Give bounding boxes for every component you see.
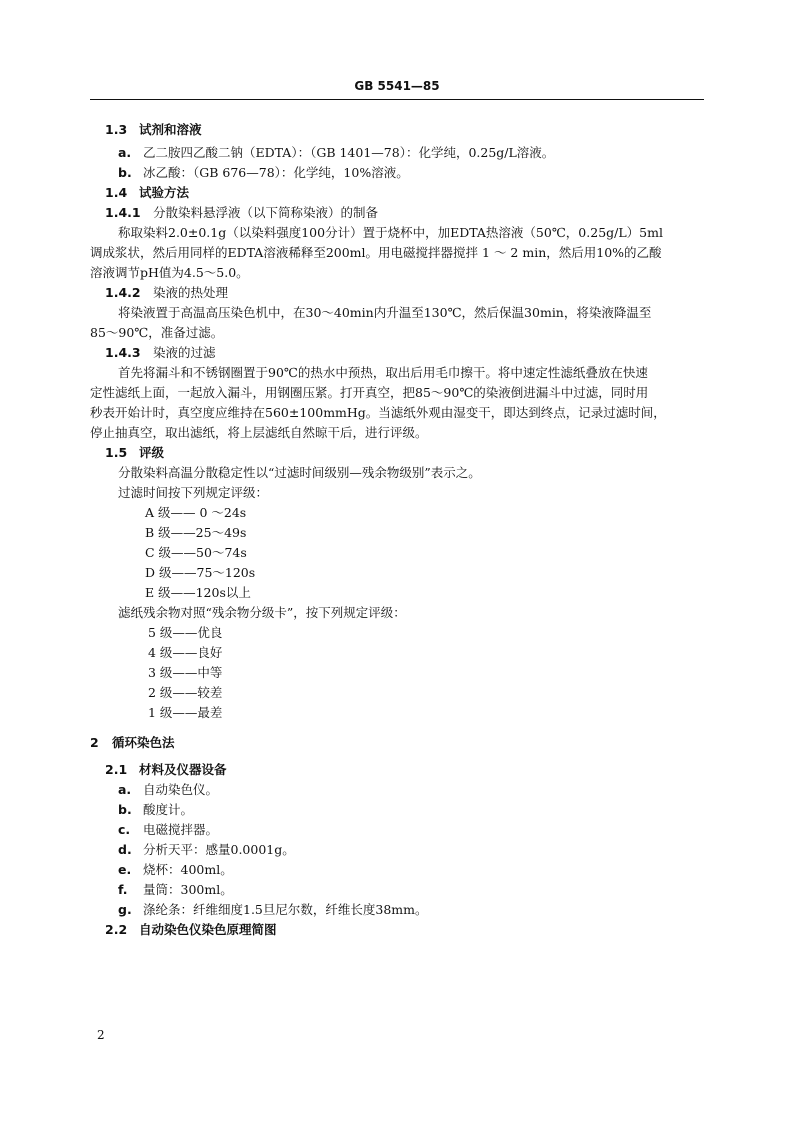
paragraph-line: 停止抽真空，取出滤纸，将上层滤纸自然晾干后，进行评级。 — [90, 425, 428, 440]
list-item — [118, 860, 233, 878]
item-text: 冰乙酸：（GB 676—78）：化学纯，10%溶液。 — [143, 165, 409, 180]
item-label: g. — [118, 902, 132, 917]
heading-number: 1.4.2 — [105, 285, 141, 300]
list-item — [118, 900, 428, 918]
item-text: 涤纶条：纤维细度1.5旦尼尔数，纤维长度38mm。 — [143, 902, 428, 917]
item-label: b. — [118, 165, 132, 180]
heading-title: 染液的热处理 — [153, 285, 229, 300]
item-label: d. — [118, 842, 132, 857]
heading-title: 材料及仪器设备 — [139, 762, 227, 777]
list-item — [118, 143, 554, 161]
item-text: 分析天平：感量0.0001g。 — [143, 842, 295, 857]
heading-1-4 — [105, 183, 189, 201]
heading-number: 2.1 — [105, 762, 128, 777]
paragraph-line: 滤纸残余物对照“残余物分级卡”，按下列规定评级： — [118, 605, 406, 620]
heading-number: 1.5 — [105, 445, 128, 460]
paragraph-line: 分散染料高温分散稳定性以“过滤时间级别—残余物级别”表示之。 — [118, 465, 481, 480]
paragraph-line: 称取染料2.0±0.1g（以染料强度100分计）置于烧杯中，加EDTA热溶液（50℃，0.25g/L）5ml — [118, 225, 663, 240]
heading-title: 循环染色法 — [112, 735, 175, 750]
item-text: 酸度计。 — [143, 802, 194, 817]
paragraph-line: 85～90℃，准备过滤。 — [90, 325, 224, 340]
heading-2-2 — [105, 920, 277, 938]
item-text: 量筒：300ml。 — [143, 882, 233, 897]
list-item — [118, 880, 233, 898]
heading-2-1 — [105, 760, 227, 778]
grade-line: 3 级——中等 — [148, 665, 223, 680]
paragraph-line: 溶液调节pH值为4.5～5.0。 — [90, 265, 249, 280]
grade-line: 1 级——最差 — [148, 705, 223, 720]
item-label: e. — [118, 862, 132, 877]
grade-line: E 级——120s以上 — [145, 585, 251, 600]
grade-line: 4 级——良好 — [148, 645, 223, 660]
heading-1-4-3 — [105, 343, 216, 361]
heading-title: 自动染色仪染色原理简图 — [139, 922, 277, 937]
heading-1-4-2 — [105, 283, 228, 301]
list-item — [118, 820, 218, 838]
heading-title: 染液的过滤 — [153, 345, 216, 360]
heading-1-5 — [105, 443, 164, 461]
heading-title: 试剂和溶液 — [139, 122, 202, 137]
item-label: a. — [118, 782, 132, 797]
heading-number: 2.2 — [105, 922, 128, 937]
list-item — [118, 840, 295, 858]
item-label: f. — [118, 882, 128, 897]
list-item — [118, 780, 218, 798]
header-rule — [90, 99, 704, 100]
heading-number: 1.4.3 — [105, 345, 141, 360]
paragraph-line: 过滤时间按下列规定评级： — [118, 485, 269, 500]
paragraph-line: 将染液置于高温高压染色机中，在30～40min内升温至130℃，然后保温30min，将染液降温至 — [118, 305, 652, 320]
page-header: GB 5541—85 — [354, 79, 440, 93]
heading-1-3 — [105, 120, 202, 138]
paragraph-line: 调成浆状，然后用同样的EDTA溶液稀释至200ml。用电磁搅拌器搅拌 1 ～ 2 min，然后用10%的乙酸 — [90, 245, 662, 260]
item-text: 电磁搅拌器。 — [143, 822, 219, 837]
heading-1-4-1 — [105, 203, 378, 221]
heading-title: 试验方法 — [139, 185, 190, 200]
list-item — [118, 163, 409, 181]
grade-line: A 级—— 0 ～24s — [145, 505, 247, 520]
grade-line: C 级——50～74s — [145, 545, 247, 560]
paragraph-line: 定性滤纸上面，一起放入漏斗，用钢圈压紧。打开真空，把85～90℃的染液倒进漏斗中过滤，同时用 — [90, 385, 649, 400]
paragraph-line: 首先将漏斗和不锈钢圈置于90℃的热水中预热，取出后用毛巾擦干。将中速定性滤纸叠放在快速 — [118, 365, 648, 380]
heading-title: 评级 — [139, 445, 165, 460]
grade-line: D 级——75～120s — [145, 565, 256, 580]
grade-line: 5 级——优良 — [148, 625, 223, 640]
item-label: b. — [118, 802, 132, 817]
page-number: 2 — [97, 1028, 105, 1042]
item-text: 自动染色仪。 — [143, 782, 219, 797]
heading-number: 1.3 — [105, 122, 128, 137]
item-text: 烧杯：400ml。 — [143, 862, 233, 877]
list-item — [118, 800, 193, 818]
grade-line: B 级——25～49s — [145, 525, 247, 540]
item-label: c. — [118, 822, 131, 837]
heading-title: 分散染料悬浮液（以下简称染液）的制备 — [153, 205, 379, 220]
item-text: 乙二胺四乙酸二钠（EDTA）：（GB 1401—78）：化学纯，0.25g/L溶液。 — [143, 145, 555, 160]
heading-number: 1.4.1 — [105, 205, 141, 220]
paragraph-line: 秒表开始计时，真空度应维持在560±100mmHg。当滤纸外观由湿变干，即达到终点，记录过滤时间， — [90, 405, 666, 420]
heading-number: 2 — [90, 735, 99, 750]
heading-number: 1.4 — [105, 185, 128, 200]
item-label: a. — [118, 145, 132, 160]
grade-line: 2 级——较差 — [148, 685, 223, 700]
heading-2 — [90, 733, 175, 751]
